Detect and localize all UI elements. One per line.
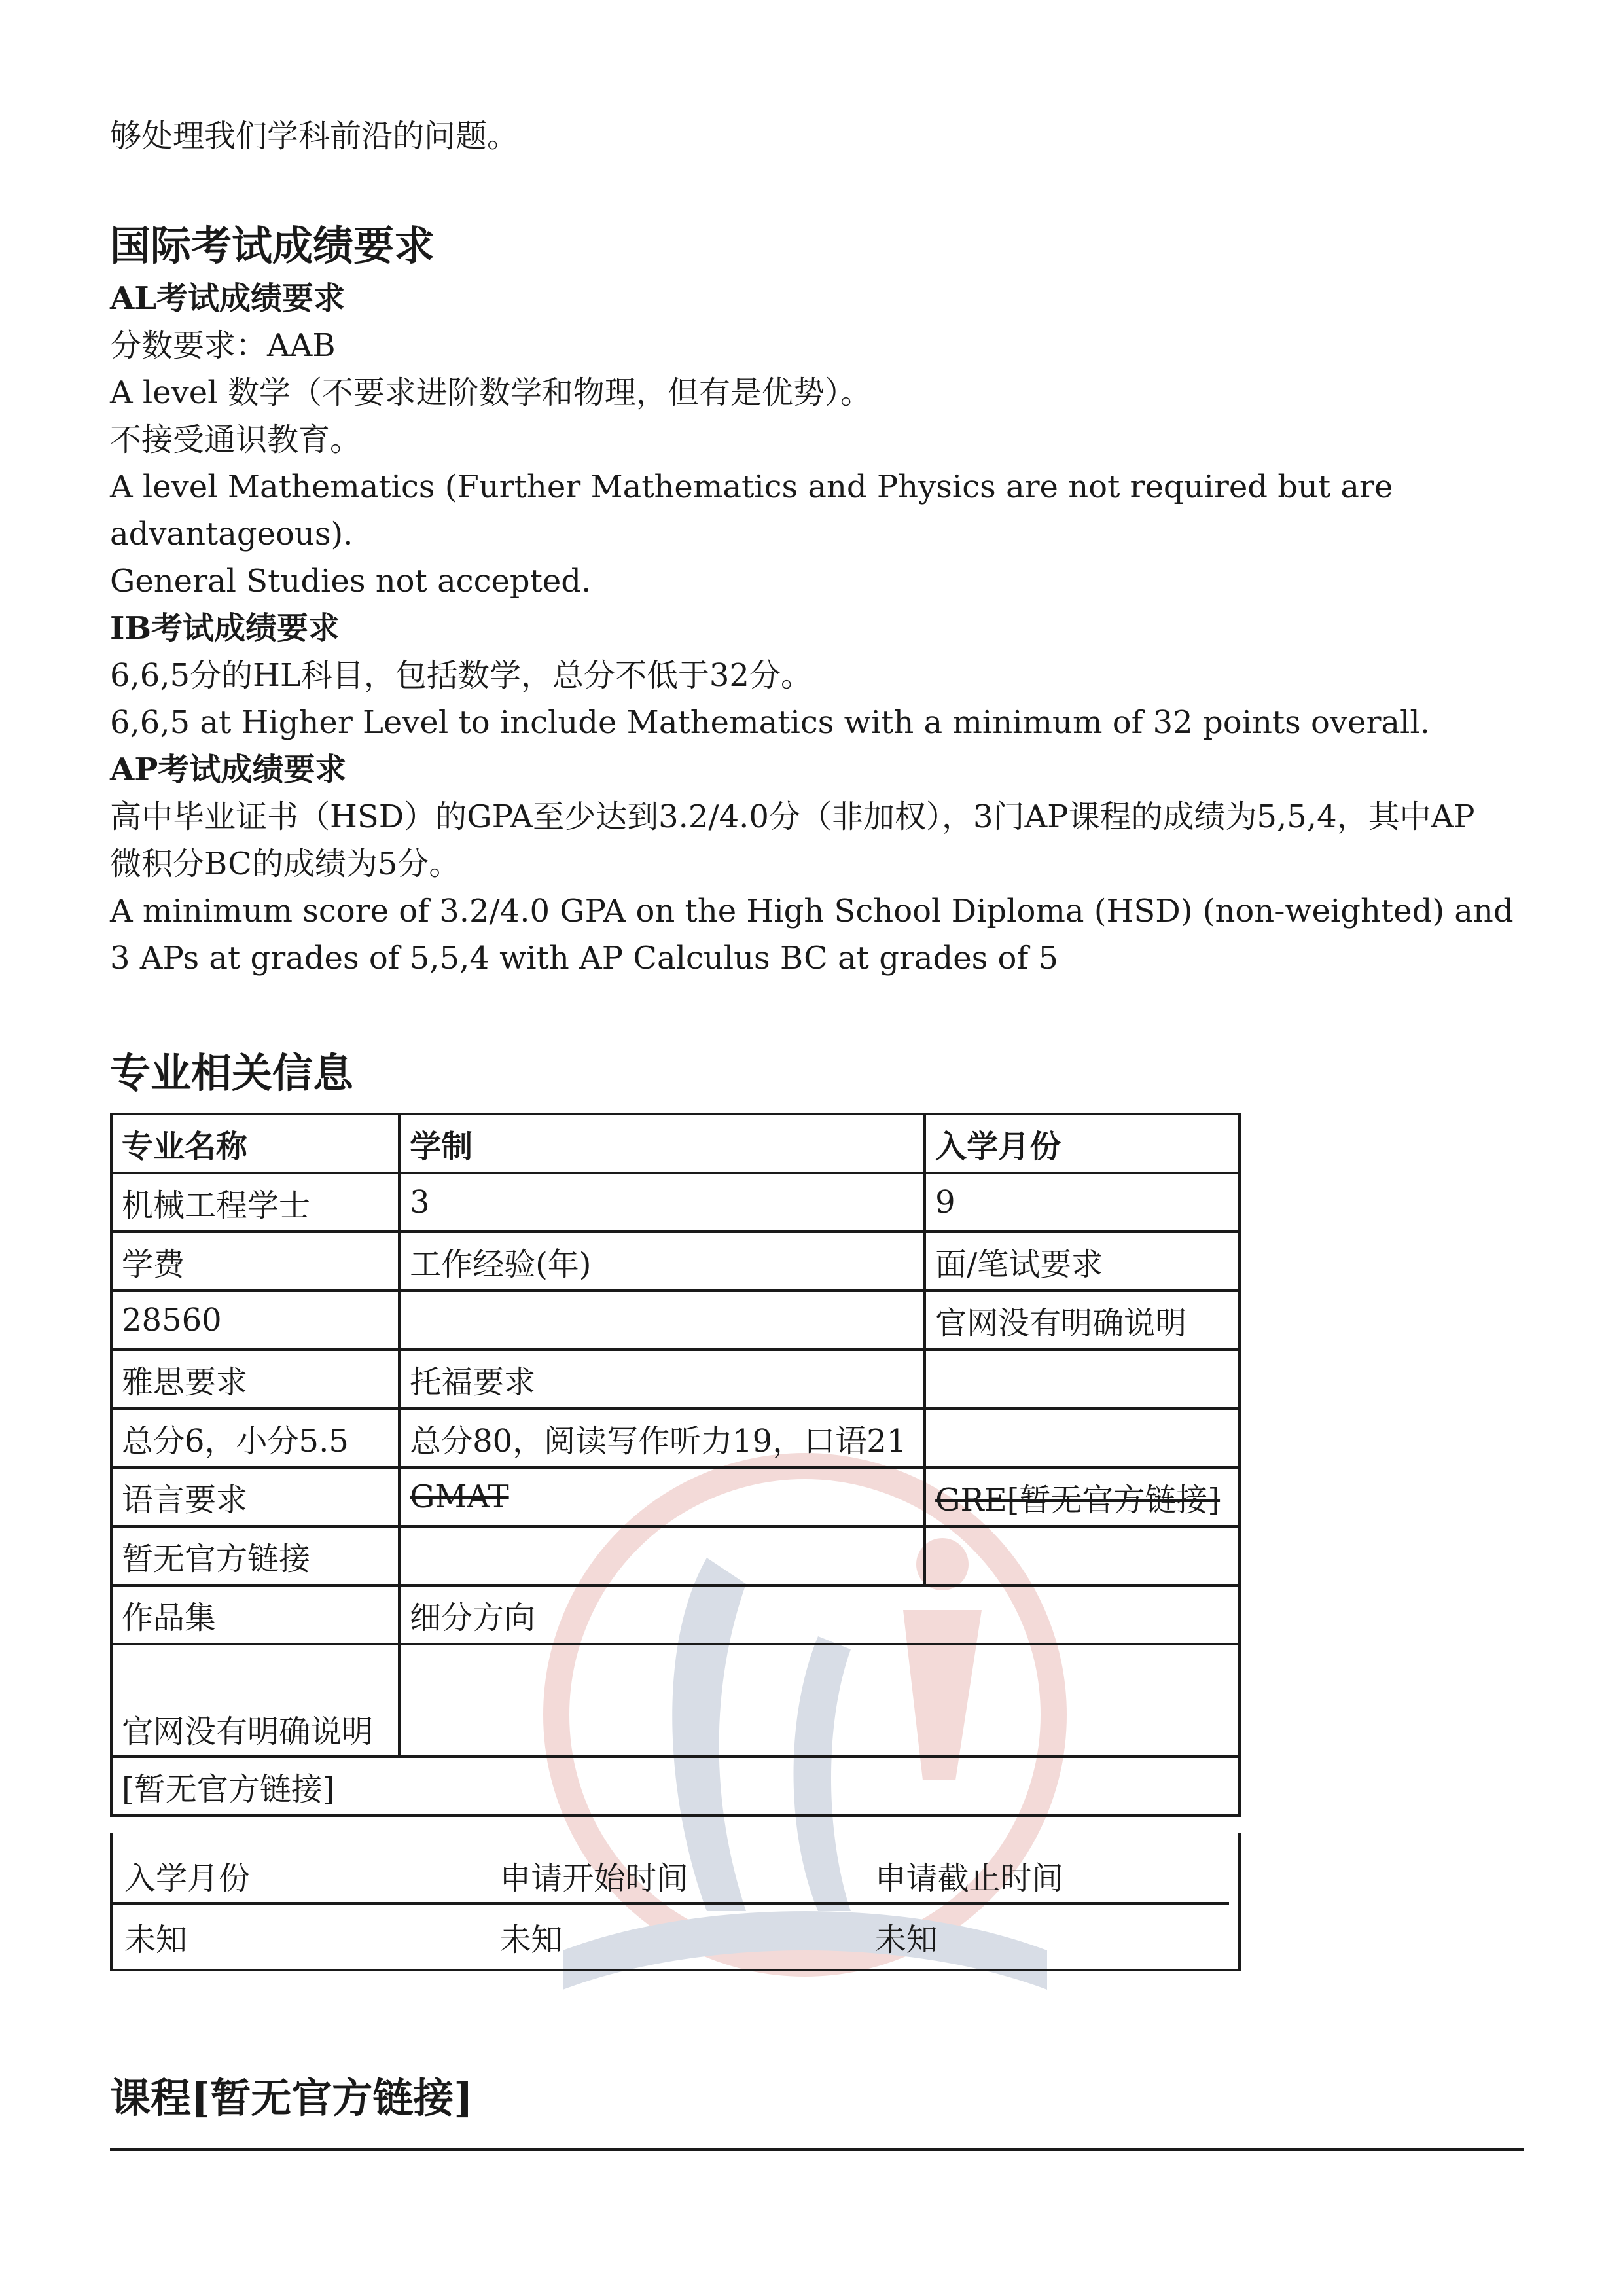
ap-line: 高中毕业证书（HSD）的GPA至少达到3.2/4.0分（非加权），3门AP课程的成绩为5,5,4，其中AP	[110, 798, 1475, 835]
table-cell: GMAT	[399, 1467, 925, 1526]
table-cell: 未知	[499, 1921, 563, 1958]
table-cell: 机械工程学士	[111, 1173, 399, 1232]
table-row	[111, 1173, 1240, 1232]
al-line: 分数要求：AAB	[110, 327, 336, 364]
table-header-cell: 入学月份	[925, 1114, 1240, 1173]
table-cell: 语言要求	[111, 1467, 399, 1526]
table-row	[111, 1408, 1240, 1467]
table-cell: 未知	[874, 1921, 938, 1958]
table-row	[111, 1114, 1240, 1173]
table-cell: 暂无官方链接	[111, 1526, 399, 1585]
al-line: advantageous).	[110, 516, 353, 552]
table-cell: 面/笔试要求	[925, 1232, 1240, 1291]
course-section-title: 课程[暂无官方链接]	[110, 2074, 473, 2122]
table-header-cell: 入学月份	[124, 1859, 251, 1897]
application-dates-table	[110, 1833, 1241, 1971]
table-cell	[925, 1526, 1240, 1585]
table-cell: 未知	[124, 1921, 188, 1958]
table-cell	[925, 1408, 1240, 1467]
table-cell: 官网没有明确说明	[925, 1291, 1240, 1350]
table-cell: 总分6，小分5.5	[111, 1408, 399, 1467]
al-line: 不接受通识教育。	[110, 422, 362, 458]
table-cell: 雅思要求	[111, 1350, 399, 1408]
al-title: AL考试成绩要求	[110, 280, 345, 317]
table-row	[111, 1644, 1240, 1757]
table-row	[113, 1846, 1238, 1905]
ap-line: A minimum score of 3.2/4.0 GPA on the High School Diploma (HSD) (non-weighted) and	[110, 893, 1514, 929]
table-cell: [暂无官方链接]	[111, 1757, 1240, 1816]
ib-line: 6,6,5 at Higher Level to include Mathematics with a minimum of 32 points overall.	[110, 704, 1430, 741]
table-row	[111, 1350, 1240, 1408]
major-info-table	[110, 1113, 1241, 1817]
table-cell: 作品集	[111, 1585, 399, 1644]
table-header-cell: 申请截止时间	[874, 1859, 1063, 1897]
al-line: A level Mathematics (Further Mathematics and Physics are not required but are	[110, 469, 1393, 505]
table-row	[113, 1907, 1238, 1966]
al-line: A level 数学（不要求进阶数学和物理，但有是优势）。	[110, 374, 872, 411]
table-row	[111, 1467, 1240, 1526]
ap-title: AP考试成绩要求	[110, 751, 347, 788]
table-cell: GRE[暂无官方链接]	[925, 1467, 1240, 1526]
table-cell	[399, 1291, 925, 1350]
table-cell	[925, 1350, 1240, 1408]
table-row	[111, 1232, 1240, 1291]
intro-tail-text: 够处理我们学科前沿的问题。	[110, 118, 519, 154]
divider	[113, 1902, 1229, 1905]
al-line: General Studies not accepted.	[110, 563, 592, 600]
table-row	[111, 1585, 1240, 1644]
table-header-cell: 专业名称	[111, 1114, 399, 1173]
table-cell	[399, 1644, 1240, 1757]
table-row	[111, 1291, 1240, 1350]
table-cell: 托福要求	[399, 1350, 925, 1408]
table-cell: 总分80，阅读写作听力19，口语21	[399, 1408, 925, 1467]
table-header-cell: 申请开始时间	[499, 1859, 688, 1897]
table-cell: 3	[399, 1173, 925, 1232]
table-cell: 9	[925, 1173, 1240, 1232]
table-row	[111, 1757, 1240, 1816]
major-section-title: 专业相关信息	[110, 1049, 354, 1097]
table-cell: 学费	[111, 1232, 399, 1291]
ap-line: 3 APs at grades of 5,5,4 with AP Calculus BC at grades of 5	[110, 940, 1058, 977]
table-cell: 官网没有明确说明	[111, 1644, 399, 1757]
table-cell: 细分方向	[399, 1585, 1240, 1644]
divider	[110, 2148, 1524, 2151]
table-header-cell: 学制	[399, 1114, 925, 1173]
ib-title: IB考试成绩要求	[110, 610, 340, 647]
ap-line: 微积分BC的成绩为5分。	[110, 846, 461, 882]
table-cell: 工作经验(年)	[399, 1232, 925, 1291]
table-row	[111, 1526, 1240, 1585]
table-cell: 28560	[111, 1291, 399, 1350]
ib-line: 6,6,5分的HL科目，包括数学，总分不低于32分。	[110, 657, 812, 694]
exam-section-title: 国际考试成绩要求	[110, 222, 435, 270]
table-cell	[399, 1526, 925, 1585]
